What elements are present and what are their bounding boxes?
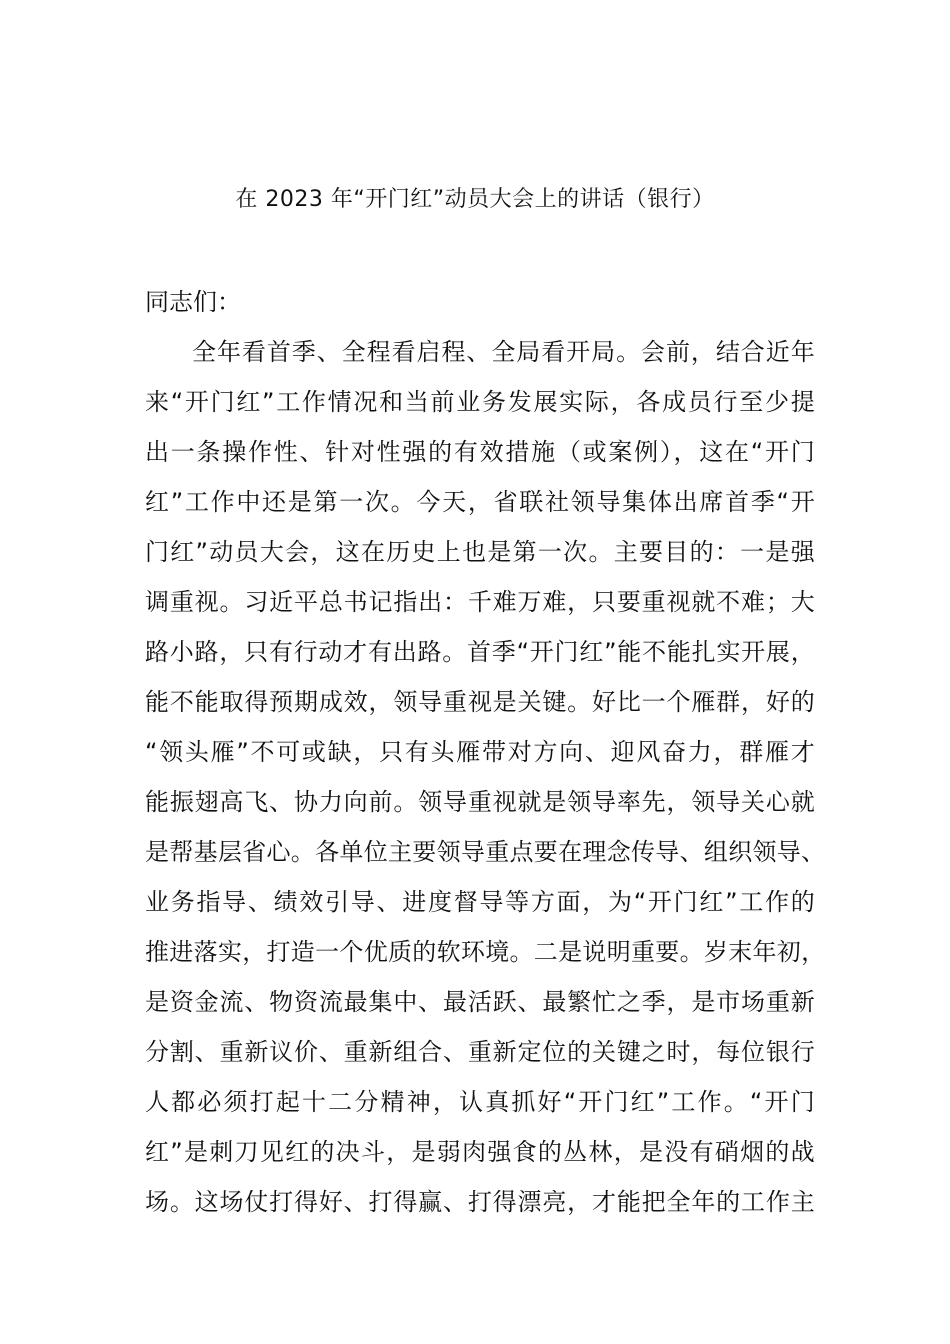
text-line: 人都必须打起十二分精神，认真抓好“开门红”工作。“开门 [145, 1088, 815, 1116]
body-text [145, 334, 826, 1234]
text-line: 门红”动员大会，这在历史上也是第一次。主要目的：一是强 [145, 538, 815, 566]
document-title: 在 2023 年“开门红”动员大会上的讲话（银行） [235, 187, 715, 212]
text-line: 能振翅高飞、协力向前。领导重视就是领导率先，领导关心就 [145, 788, 815, 816]
text-line: 调重视。习近平总书记指出：千难万难，只要重视就不难；大 [145, 588, 815, 616]
text-line: 全年看首季、全程看启程、全局看开局。会前，结合近年 [192, 338, 815, 366]
text-line: 红”工作中还是第一次。今天，省联社领导集体出席首季“开 [145, 488, 815, 516]
text-line: 出一条操作性、针对性强的有效措施（或案例），这在“开门 [145, 438, 815, 466]
text-line: 业务指导、绩效引导、进度督导等方面，为“开门红”工作的 [145, 888, 815, 916]
text-line: “领头雁”不可或缺，只有头雁带对方向、迎风奋力，群雁才 [145, 738, 815, 766]
text-line: 红”是刺刀见红的决斗，是弱肉强食的丛林，是没有硝烟的战 [145, 1138, 815, 1166]
text-line: 推进落实，打造一个优质的软环境。二是说明重要。岁末年初， [145, 938, 826, 966]
text-line: 能不能取得预期成效，领导重视是关键。好比一个雁群，好的 [145, 688, 815, 716]
text-line: 场。这场仗打得好、打得赢、打得漂亮，才能把全年的工作主 [145, 1188, 815, 1216]
salutation: 同志们： [145, 288, 241, 316]
text-line: 来“开门红”工作情况和当前业务发展实际，各成员行至少提 [145, 388, 815, 416]
text-line: 是帮基层省心。各单位主要领导重点要在理念传导、组织领导、 [145, 838, 826, 866]
text-line: 路小路，只有行动才有出路。首季“开门红”能不能扎实开展， [145, 638, 815, 666]
text-line: 是资金流、物资流最集中、最活跃、最繁忙之季，是市场重新 [145, 988, 815, 1016]
text-line: 分割、重新议价、重新组合、重新定位的关键之时，每位银行 [145, 1038, 815, 1066]
